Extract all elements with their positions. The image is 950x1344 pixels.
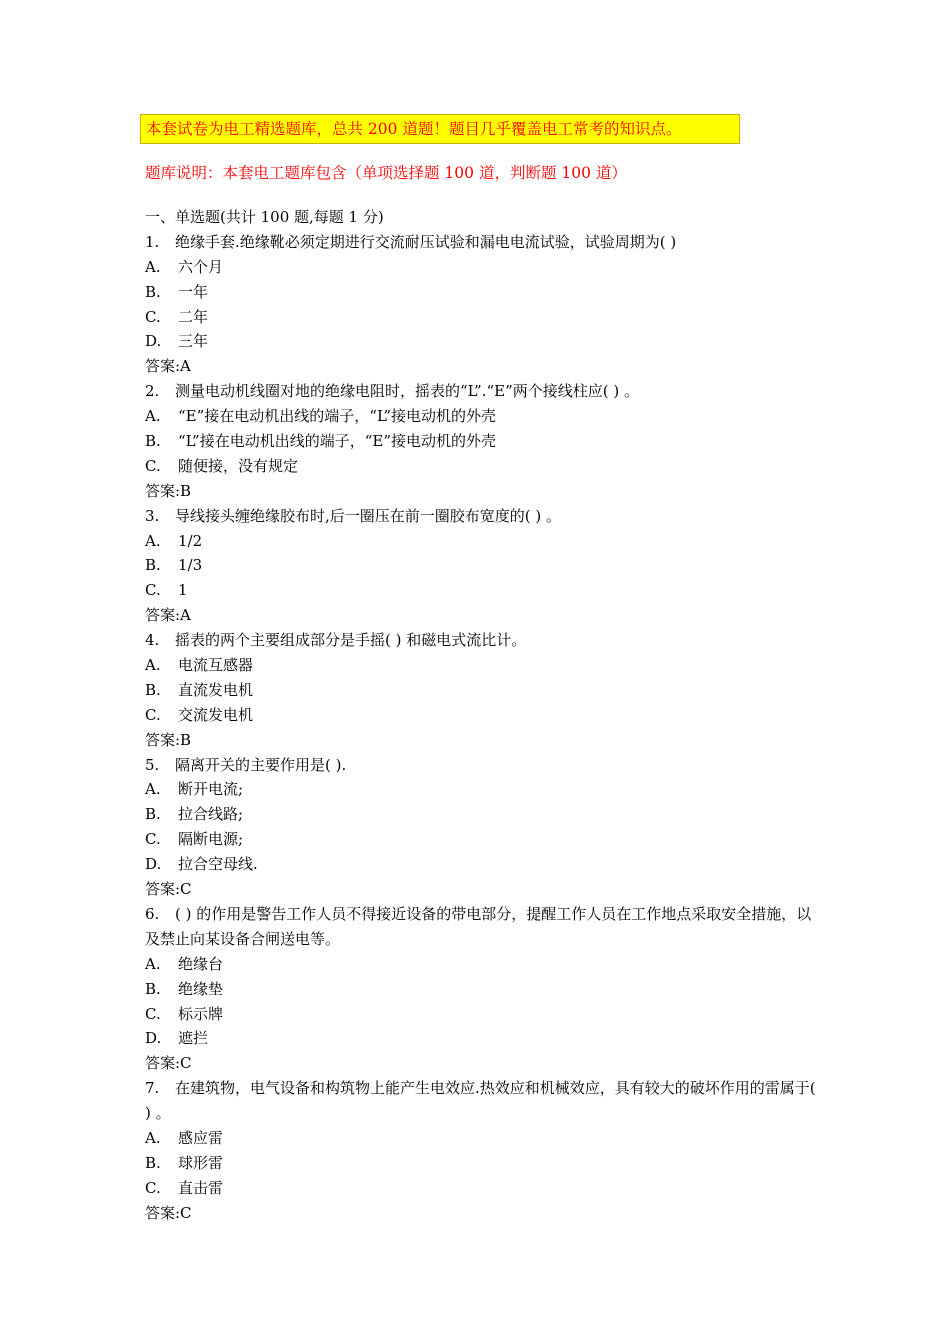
option-key: A.: [145, 257, 161, 276]
option: [145, 454, 825, 479]
option-text: 隔断电源;: [178, 830, 244, 849]
option: [145, 1176, 825, 1201]
option-key: C.: [145, 307, 161, 326]
question-1: [145, 230, 825, 255]
option: [145, 777, 825, 802]
option-key: C.: [145, 456, 161, 475]
option-text: 球形雷: [178, 1153, 224, 1172]
option-text: 1/3: [178, 556, 203, 575]
option-key: A.: [145, 780, 161, 799]
option-text: 直流发电机: [178, 680, 254, 699]
option-key: A.: [145, 407, 161, 426]
option-text: 遮拦: [178, 1029, 209, 1048]
option: [145, 802, 825, 827]
question-list: [145, 205, 825, 1226]
answer: 答案:A: [145, 357, 191, 376]
option: [145, 1026, 825, 1051]
question-number: 3.: [145, 506, 160, 525]
option-key: A.: [145, 1129, 161, 1148]
option-key: A.: [145, 954, 161, 973]
option-text: 1/2: [178, 531, 203, 550]
option-text: 标示牌: [178, 1004, 224, 1023]
question-2: [145, 379, 825, 404]
option-text: 交流发电机: [178, 705, 254, 724]
option-key: B.: [145, 556, 161, 575]
option-text: 拉合线路;: [178, 805, 244, 824]
question-text: 测量电动机线圈对地的绝缘电阻时，摇表的“L”.“E”两个接线柱应( ) 。: [175, 382, 639, 401]
question-number: 1.: [145, 232, 160, 251]
option: [145, 255, 825, 280]
answer: 答案:B: [145, 481, 192, 500]
option-key: B.: [145, 1153, 161, 1172]
question-number: 4.: [145, 631, 160, 650]
question-number: 6.: [145, 904, 160, 923]
highlight-banner: 本套试卷为电工精选题库，总共 200 道题！题目几乎覆盖电工常考的知识点。: [140, 114, 740, 144]
option: [145, 703, 825, 728]
option-key: C.: [145, 581, 161, 600]
question-7: [145, 1076, 825, 1126]
option: [145, 1126, 825, 1151]
option-key: D.: [145, 1029, 162, 1048]
answer: 答案:C: [145, 1203, 192, 1222]
option: [145, 529, 825, 554]
option-key: B.: [145, 432, 161, 451]
option-text: 二年: [178, 307, 209, 326]
option: [145, 429, 825, 454]
section-title: 一、单选题(共计 100 题,每题 1 分): [145, 208, 384, 226]
question-text: 导线接头缠绝缘胶布时,后一圈压在前一圈胶布宽度的( ) 。: [175, 506, 562, 525]
option-key: B.: [145, 680, 161, 699]
option-text: “L”接在电动机出线的端子，“E”接电动机的外壳: [178, 432, 496, 451]
option-key: D.: [145, 332, 162, 351]
option-key: A.: [145, 531, 161, 550]
question-number: 5.: [145, 755, 160, 774]
option-text: 1: [178, 581, 188, 600]
option: [145, 578, 825, 603]
option-text: 一年: [178, 282, 209, 301]
option: [145, 977, 825, 1002]
answer: 答案:B: [145, 730, 192, 749]
option: [145, 827, 825, 852]
option: [145, 678, 825, 703]
option-key: A.: [145, 656, 161, 675]
option: [145, 852, 825, 877]
option: [145, 952, 825, 977]
option-key: B.: [145, 282, 161, 301]
option-text: 断开电流;: [178, 780, 244, 799]
option: [145, 280, 825, 305]
option-text: 电流互感器: [178, 656, 254, 675]
option-key: C.: [145, 1004, 161, 1023]
option-text: 三年: [178, 332, 209, 351]
option-key: C.: [145, 705, 161, 724]
option: [145, 1002, 825, 1027]
option-text: 随便接，没有规定: [178, 456, 299, 475]
question-5: [145, 753, 825, 778]
option: [145, 404, 825, 429]
question-text: ( ) 的作用是警告工作人员不得接近设备的带电部分，提醒工作人员在工作地点采取安全措施，以及禁止向某设备合闸送电等。: [145, 904, 812, 948]
question-3: [145, 504, 825, 529]
question-text: 摇表的两个主要组成部分是手摇( ) 和磁电式流比计。: [175, 631, 527, 650]
bank-description: 题库说明：本套电工题库包含（单项选择题 100 道，判断题 100 道）: [145, 164, 627, 182]
option: [145, 553, 825, 578]
option: [145, 1151, 825, 1176]
option-key: D.: [145, 855, 162, 874]
option-key: C.: [145, 830, 161, 849]
option-text: 六个月: [178, 257, 224, 276]
option: [145, 653, 825, 678]
question-text: 绝缘手套.绝缘靴必须定期进行交流耐压试验和漏电电流试验，试验周期为( ): [175, 232, 677, 251]
question-text: 在建筑物，电气设备和构筑物上能产生电效应.热效应和机械效应，具有较大的破坏作用的雷属于( ) 。: [145, 1079, 816, 1123]
option: [145, 329, 825, 354]
question-number: 2.: [145, 382, 160, 401]
option: [145, 305, 825, 330]
answer: 答案:C: [145, 1054, 192, 1073]
question-6: [145, 902, 825, 952]
question-4: [145, 628, 825, 653]
option-text: 感应雷: [178, 1129, 224, 1148]
question-text: 隔离开关的主要作用是( ).: [175, 755, 347, 774]
option-text: 直击雷: [178, 1178, 224, 1197]
answer: 答案:C: [145, 880, 192, 899]
option-text: 绝缘台: [178, 954, 224, 973]
question-number: 7.: [145, 1079, 160, 1098]
option-key: B.: [145, 805, 161, 824]
answer: 答案:A: [145, 606, 191, 625]
option-text: “E”接在电动机出线的端子，“L”接电动机的外壳: [178, 407, 496, 426]
option-text: 绝缘垫: [178, 979, 224, 998]
option-key: C.: [145, 1178, 161, 1197]
option-text: 拉合空母线.: [178, 855, 258, 874]
option-key: B.: [145, 979, 161, 998]
